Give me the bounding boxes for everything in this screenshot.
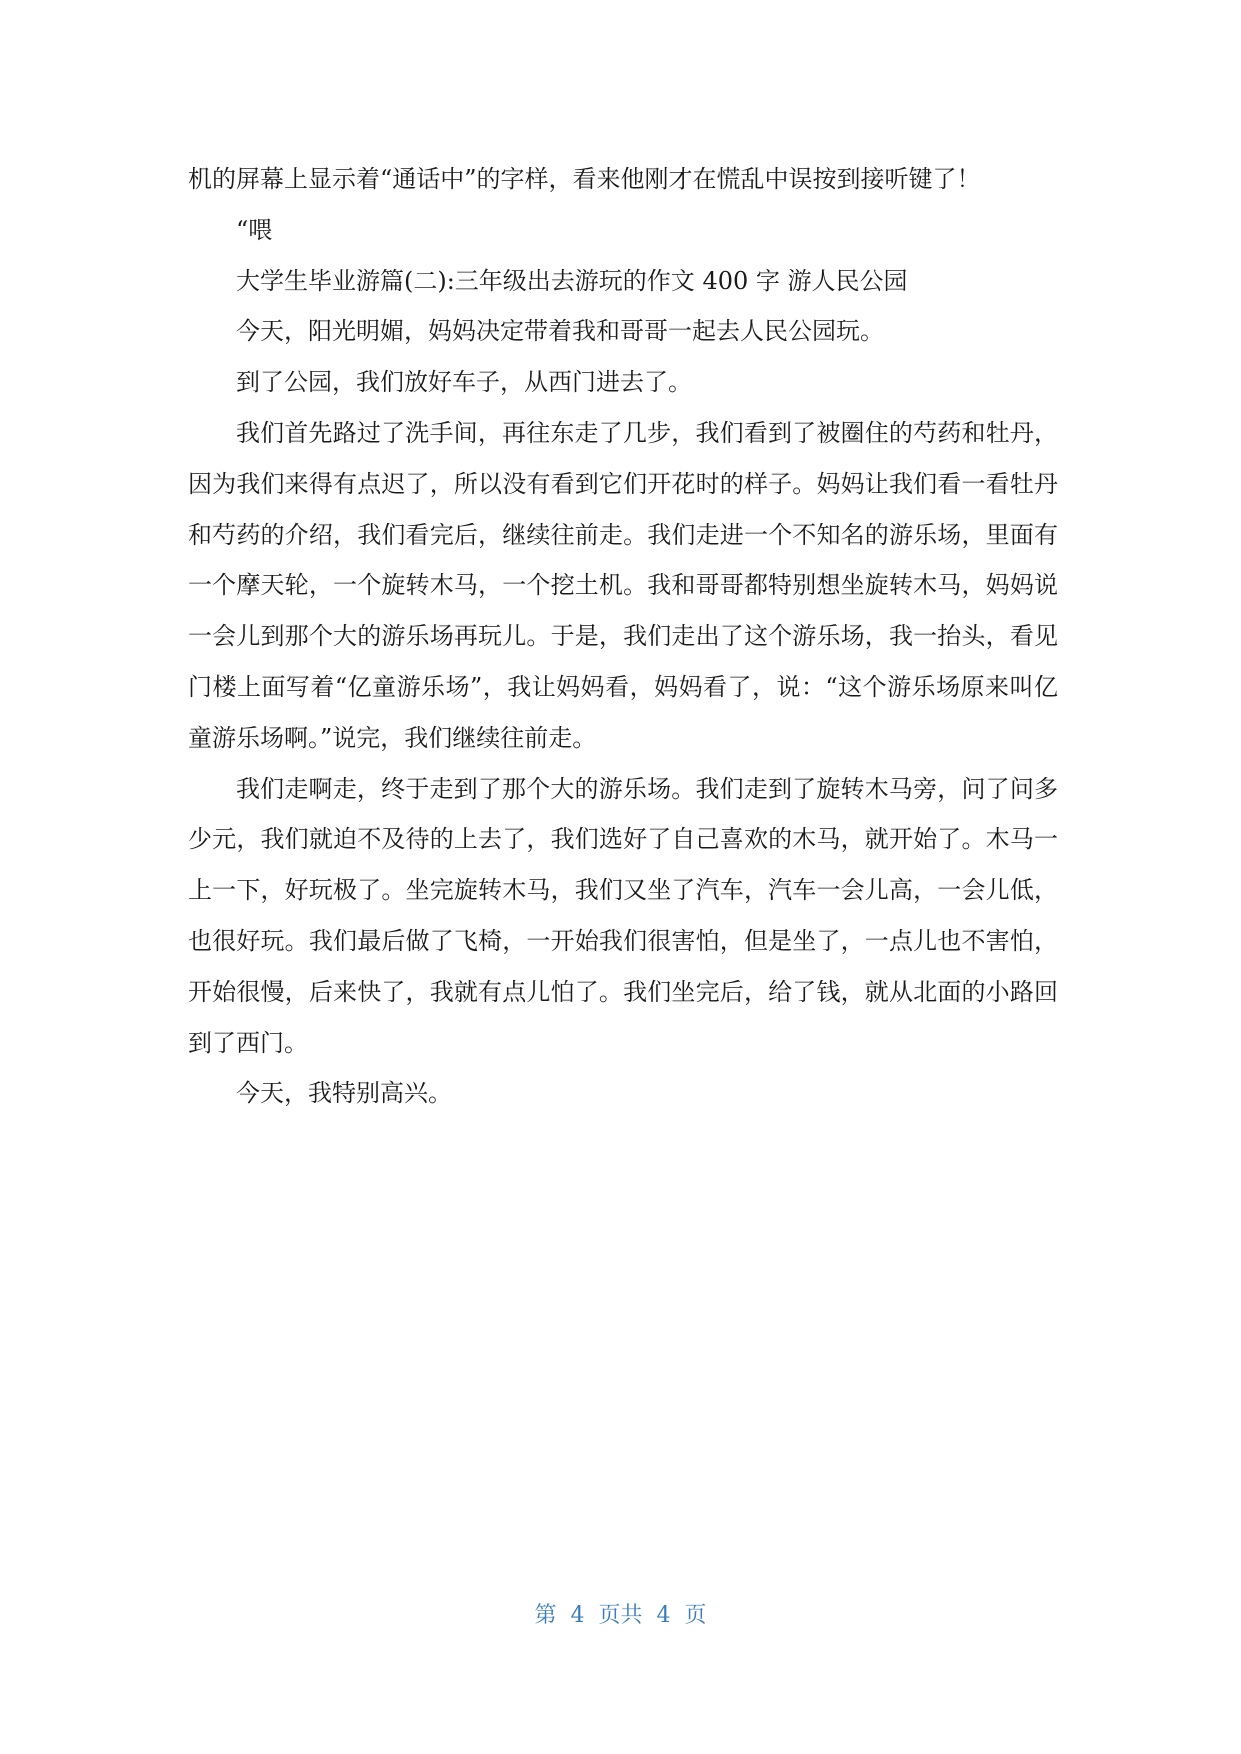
paragraph: 机的屏幕上显示着“通话中”的字样，看来他刚才在慌乱中误按到接听键了！ bbox=[188, 165, 981, 193]
footer-total-pages: 4 bbox=[656, 1603, 671, 1628]
paragraph: 到了公园，我们放好车子，从西门进去了。 bbox=[236, 368, 692, 397]
paragraph: 我们走啊走，终于走到了那个大的游乐场。我们走到了旋转木马旁，问了问多少元，我们就迫不及待的上去了，我们选好了自己喜欢的木马，就开始了。木马一上一下，好玩极了。坐完旋转木马，我们又坐了汽车，汽车一会儿高，一会儿低，也很好玩。我们最后做了飞椅，一开始我们很害怕，但是坐了，一点儿也不害怕，开始很慢，后来快了，我就有点儿怕了。我们坐完后，给了钱，就从北面的小路回到了西门。 bbox=[188, 774, 1058, 1057]
section-heading: 大学生毕业游篇(二):三年级出去游玩的作文 400 字 游人民公园 bbox=[236, 266, 908, 295]
footer-middle: 页共 bbox=[598, 1603, 643, 1628]
footer-suffix: 页 bbox=[684, 1603, 707, 1628]
paragraph: 今天，我特别高兴。 bbox=[236, 1079, 452, 1108]
paragraph: “喂 bbox=[236, 215, 273, 244]
footer-current-page: 4 bbox=[570, 1603, 585, 1628]
document-body bbox=[188, 154, 1058, 1119]
page-footer bbox=[0, 1598, 1241, 1629]
footer-prefix: 第 bbox=[534, 1603, 557, 1628]
paragraph: 今天，阳光明媚，妈妈决定带着我和哥哥一起去人民公园玩。 bbox=[236, 317, 884, 346]
paragraph: 我们首先路过了洗手间，再往东走了几步，我们看到了被圈住的芍药和牡丹，因为我们来得有点迟了，所以没有看到它们开花时的样子。妈妈让我们看一看牡丹和芍药的介绍，我们看完后，继续往前走。我们走进一个不知名的游乐场，里面有一个摩天轮，一个旋转木马，一个挖土机。我和哥哥都特别想坐旋转木马，妈妈说一会儿到那个大的游乐场再玩儿。于是，我们走出了这个游乐场，我一抬头，看见门楼上面写着“亿童游乐场”，我让妈妈看，妈妈看了，说：“这个游乐场原来叫亿童游乐场啊。”说完，我们继续往前走。 bbox=[188, 418, 1058, 752]
